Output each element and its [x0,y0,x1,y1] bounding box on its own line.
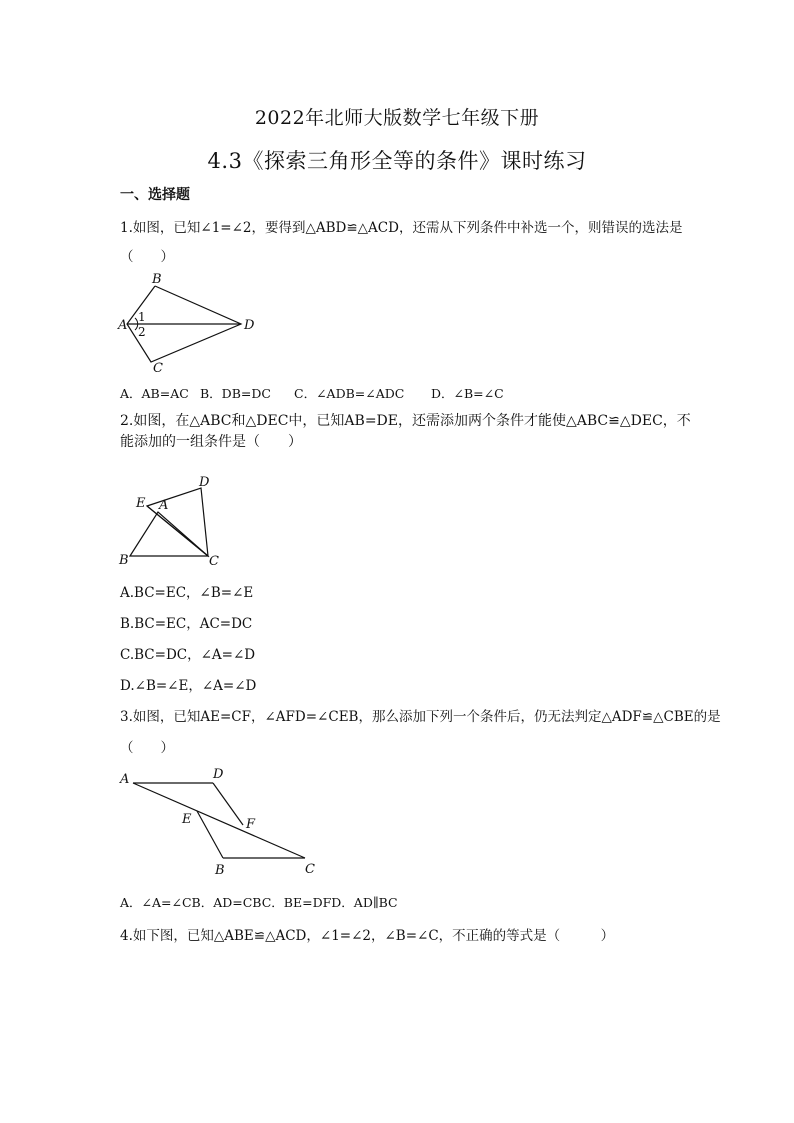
question-1-options [120,384,504,402]
q2-label-D: D [199,475,210,490]
question-2-figure [115,472,230,570]
question-3-figure [115,765,325,880]
q2-segment-ec [147,506,208,556]
q2-option-a[interactable]: A.BC=EC，∠B=∠E [120,585,254,601]
q2-label-A: A [159,498,169,513]
q1-label-D: D [244,318,255,333]
q1-option-a[interactable]: A．AB=AC [120,386,189,401]
q1-label-A: A [118,318,128,333]
question-2-text: 2.如图，在△ABC和△DEC中，已知AB=DE，还需添加两个条件才能使△ABC≌△DEC，不能添加的一组条件是（ ） [120,413,691,450]
q2-triangle-dec [147,488,208,556]
section-heading: 一、选择题 [120,187,190,203]
q1-option-b[interactable]: B．DB=DC [200,386,271,401]
document-subtitle: 4.3《探索三角形全等的条件》课时练习 [207,149,587,173]
q2-option-c[interactable]: C.BC=DC，∠A=∠D [120,647,256,663]
question-3-text: 3.如图，已知AE=CF，∠AFD=∠CEB，那么添加下列一个条件后，仍无法判定△ADF≌△CBE的是 [120,709,721,725]
document-title: 2022年北师大版数学七年级下册 [254,107,540,129]
q2-option-d[interactable]: D.∠B=∠E，∠A=∠D [120,678,257,694]
q2-label-C: C [209,554,219,569]
question-1-bracket: （ ） [120,249,174,265]
q3-label-F: F [246,817,256,832]
q3-label-B: B [215,863,225,878]
q1-option-c[interactable]: C．∠ADB=∠ADC [294,386,405,401]
q3-label-D: D [213,767,224,782]
q1-label-B: B [152,272,162,287]
q3-segment-eb [197,811,223,858]
question-1-figure [115,270,265,375]
q1-label-C: C [153,361,163,375]
q2-label-B: B [119,553,129,568]
q3-segment-ac [133,783,305,858]
q2-triangle-abc [130,512,208,556]
question-3-bracket: （ ） [120,740,174,756]
question-4-text: 4.如下图，已知△ABE≌△ACD，∠1=∠2，∠B=∠C，不正确的等式是（ ） [120,928,615,944]
q2-option-b[interactable]: B.BC=EC，AC=DC [120,616,253,632]
q3-label-E: E [182,812,192,827]
question-3-options[interactable]: A．∠A=∠CB．AD=CBC．BE=DFD．AD∥BC [120,895,398,910]
q1-label-1: 1 [138,310,146,324]
q3-segment-df [213,783,243,825]
question-1-text: 1.如图，已知∠1=∠2，要得到△ABD≌△ACD，还需从下列条件中补选一个，则错误的选法是 [120,220,683,236]
q1-label-2: 2 [138,325,146,339]
q2-label-E: E [136,496,146,511]
q3-label-C: C [305,862,315,877]
q1-option-d[interactable]: D．∠B=∠C [431,386,504,401]
q3-label-A: A [120,772,130,787]
